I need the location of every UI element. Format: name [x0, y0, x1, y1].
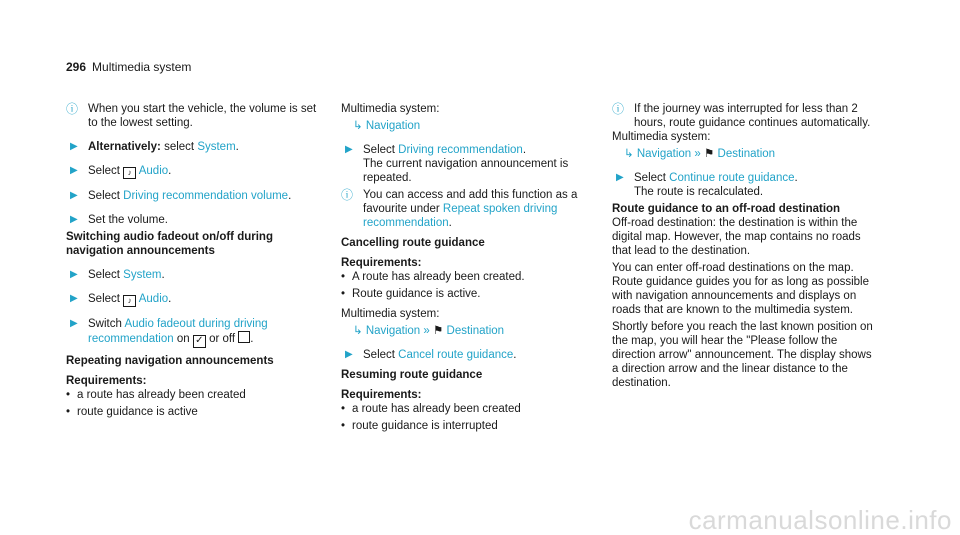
step-select-system: ▶ Select System. [70, 269, 165, 281]
page-header [66, 60, 191, 74]
driving-volume-link[interactable]: Driving recommendation volume [123, 190, 289, 202]
heading-fadeout: Switching audio fadeout on/off during navigation announcements [66, 231, 273, 257]
note-interrupted: ⓘ If the journey was interrupted for less than 2 hours, route guidance continues automatically. [612, 102, 871, 129]
menu-path [612, 147, 874, 161]
system-link[interactable]: System [197, 141, 236, 153]
checkbox-unchecked-icon [238, 331, 250, 343]
audio-link[interactable]: Audio [138, 165, 169, 177]
list-item: • A route has already been created. [341, 270, 603, 284]
navigation-link[interactable]: Navigation [365, 325, 421, 337]
section-title: Multimedia system [92, 60, 192, 74]
return-arrow-icon: ↳ [624, 148, 634, 160]
flag-icon: ⚑ [433, 325, 444, 337]
column-1 [66, 102, 328, 419]
step-arrow-icon: ▶ [616, 172, 624, 183]
audio-fadeout-link[interactable]: Audio fadeout during driving recommendation [88, 318, 268, 345]
info-icon: ⓘ [612, 102, 625, 116]
requirements-label: Requirements: [341, 389, 422, 401]
step-alternatively: ▶ Alternatively: select System. [70, 141, 239, 153]
navigation-link[interactable]: Navigation [365, 120, 421, 132]
paragraph-offroad-1: Off-road destination: the destination is within the digital map. However, the map contains no roads that lead to the destination. [612, 217, 861, 257]
step-arrow-icon: ▶ [345, 349, 353, 360]
destination-link[interactable]: Destination [717, 148, 776, 160]
step-select-audio-2: ▶ Select ♪ Audio. [70, 293, 172, 305]
system-link[interactable]: System [123, 269, 162, 281]
return-arrow-icon: ↳ [353, 120, 363, 132]
step-arrow-icon: ▶ [345, 144, 353, 155]
heading-resume: Resuming route guidance [341, 369, 483, 381]
list-item: • route guidance is active [66, 405, 328, 419]
page-number: 296 [66, 60, 87, 74]
step-set-volume: ▶ Set the volume. [70, 214, 168, 226]
list-item: • route guidance is interrupted [341, 419, 603, 433]
note-volume: ⓘ When you start the vehicle, the volume is set to the lowest setting. [66, 102, 317, 129]
step-arrow-icon: ▶ [70, 190, 78, 201]
info-icon: ⓘ [66, 102, 79, 116]
step-arrow-icon: ▶ [70, 293, 78, 304]
step-cancel: ▶ Select Cancel route guidance. [345, 349, 517, 361]
mm-system-label: Multimedia system: [341, 308, 440, 320]
driving-rec-link[interactable]: Driving recommendation [398, 144, 523, 156]
note-favourite: ⓘ You can access and add this function as a favourite under Repeat spoken driving recommendation. [341, 188, 578, 229]
menu-path [341, 324, 603, 338]
paragraph-offroad-3: Shortly before you reach the last known position on the map, you will hear the "Please follow the direction arrow" announcement. The display shows a direction arrow and the linear distance to the destination. [612, 321, 873, 389]
return-arrow-icon: ↳ [353, 325, 363, 337]
step-arrow-icon: ▶ [70, 141, 78, 152]
navigation-link[interactable]: Navigation [636, 148, 692, 160]
audio-icon: ♪ [123, 295, 136, 307]
continue-link[interactable]: Continue route guidance [669, 172, 795, 184]
step-arrow-icon: ▶ [70, 318, 78, 329]
step-select-audio: ▶ Select ♪ Audio. [70, 165, 172, 177]
list-item: • Route guidance is active. [341, 287, 603, 301]
column-3 [612, 102, 874, 390]
info-icon: ⓘ [341, 188, 354, 202]
step-continue: ▶ Select Continue route guidance. The route is recalculated. [616, 172, 798, 198]
step-arrow-icon: ▶ [70, 165, 78, 176]
audio-link[interactable]: Audio [138, 293, 169, 305]
cancel-link[interactable]: Cancel route guidance [398, 349, 514, 361]
watermark: carmanualsonline.info [688, 505, 952, 535]
flag-icon: ⚑ [704, 148, 715, 160]
menu-path [341, 119, 603, 133]
audio-icon: ♪ [123, 167, 136, 179]
step-driving-rec: ▶ Select Driving recommendation. The current navigation announcement is repeated. [345, 144, 569, 184]
list-item: • a route has already been created [341, 402, 603, 416]
list-item: • a route has already been created [66, 388, 328, 402]
repeat-link[interactable]: Repeat spoken driving recommendation [363, 203, 558, 229]
mm-system-label: Multimedia system: [612, 131, 711, 143]
double-chevron-icon: » [694, 148, 701, 160]
requirements-label: Requirements: [66, 375, 147, 387]
column-2 [341, 102, 603, 433]
destination-link[interactable]: Destination [446, 325, 505, 337]
paragraph-offroad-2: You can enter off-road destinations on the map. Route guidance guides you for as long as possible with navigation announcements and displays on roads that are known to the multimedia system. [612, 262, 870, 316]
requirements-label: Requirements: [341, 257, 422, 269]
checkbox-checked-icon: ✓ [193, 335, 206, 348]
step-driving-volume: ▶ Select Driving recommendation volume. [70, 190, 292, 202]
step-arrow-icon: ▶ [70, 214, 78, 225]
heading-repeat: Repeating navigation announcements [66, 355, 274, 367]
step-switch-fadeout: ▶ Switch Audio fadeout during driving recommendation on ✓ or off . [70, 318, 268, 346]
step-arrow-icon: ▶ [70, 269, 78, 280]
double-chevron-icon: » [423, 325, 430, 337]
heading-cancel: Cancelling route guidance [341, 237, 485, 249]
heading-offroad: Route guidance to an off-road destination [612, 203, 841, 215]
mm-system-label: Multimedia system: [341, 103, 440, 115]
